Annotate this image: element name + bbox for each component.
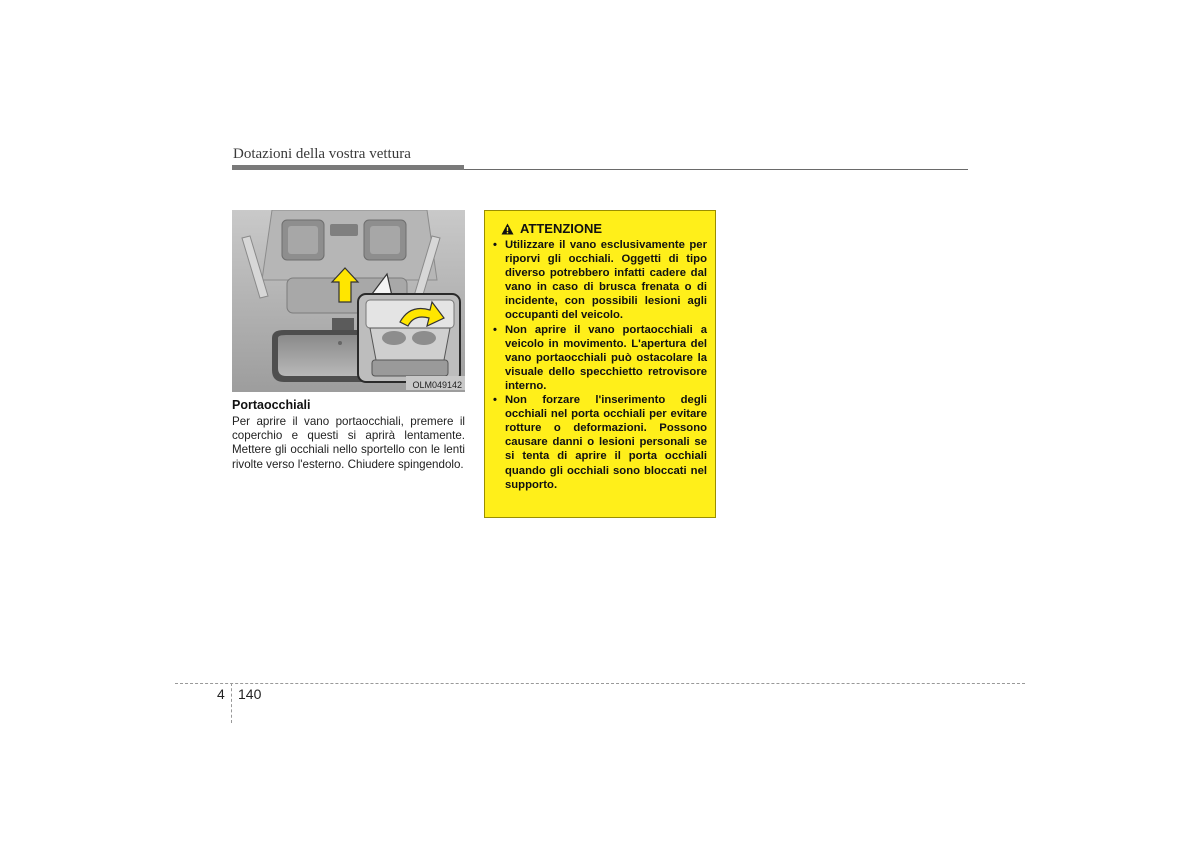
- figure-code-label: OLM049142: [412, 380, 462, 390]
- warning-item: • Non forzare l'inserimento degli occhiali nel porta occhiali per evitare rotture o deformazioni. Possono causare danni o lesioni personali se si tenta di aprire il porta occhiali quando gli occhiali sono bloccati nel supporto.: [491, 393, 707, 492]
- sunglasses-holder-illustration: [232, 210, 465, 392]
- header-rule-thick: [232, 165, 464, 170]
- warning-title: ATTENZIONE: [520, 221, 603, 236]
- header-rule-thin: [464, 169, 968, 170]
- warning-header: [501, 221, 707, 236]
- warning-item: • Non aprire il vano portaocchiali a veicolo in movimento. L'apertura del vano portaocchiali può ostacolare la visuale dello specchietto retrovisore interno.: [491, 323, 707, 393]
- section-body-text: Per aprire il vano portaocchiali, premere il coperchio e questi si aprirà lentamente. Mettere gli occhiali nello sportello con le lenti rivolte verso l'esterno. Chiudere spingendolo.: [232, 415, 465, 471]
- footer-divider: [175, 683, 1025, 684]
- warning-item: • Utilizzare il vano esclusivamente per riporvi gli occhiali. Oggetti di tipo diverso potrebbero infatti cadere dal vano in caso di brusca frenata o di incidente, con possibili lesioni agli occupanti del veicolo.: [491, 238, 707, 323]
- sunglasses-holder-figure: [232, 210, 465, 392]
- warning-triangle-icon: [501, 223, 514, 235]
- warning-box: [484, 210, 716, 518]
- page-number: 140: [238, 686, 262, 702]
- page-header-title: Dotazioni della vostra vettura: [233, 146, 411, 162]
- footer-vertical-divider: [231, 683, 232, 723]
- section-heading: Portaocchiali: [232, 398, 311, 412]
- chapter-number: 4: [217, 686, 225, 702]
- warning-list: [491, 238, 707, 492]
